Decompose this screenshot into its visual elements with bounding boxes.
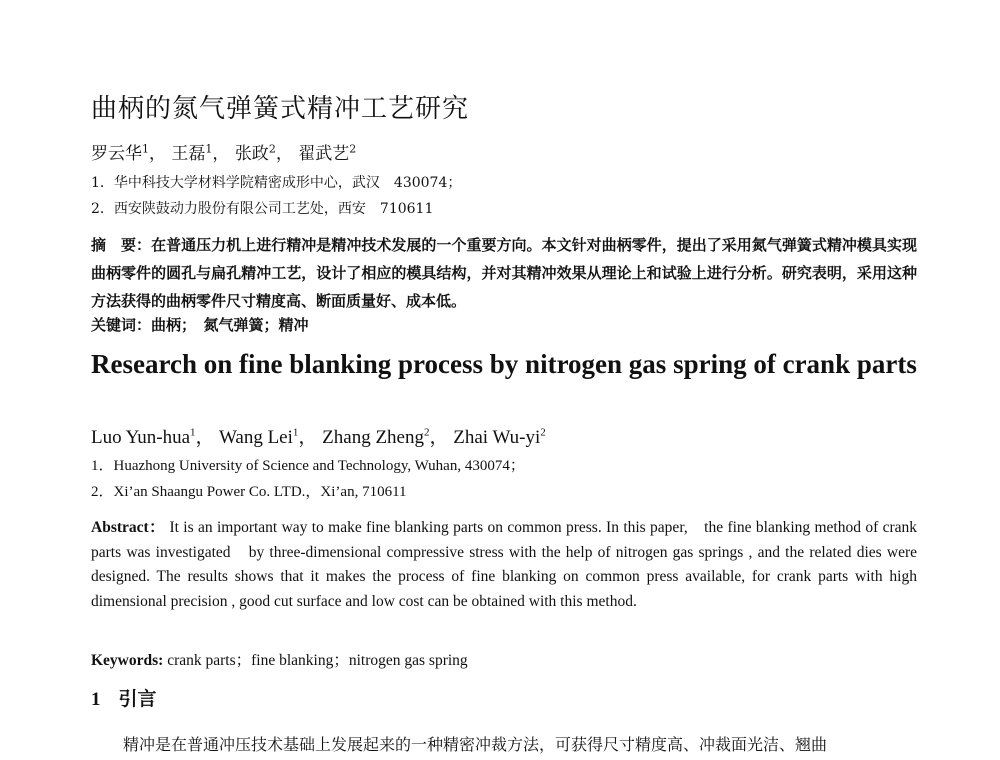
section-title: 引言 [118, 688, 157, 710]
author-affil-mark: 2 [349, 142, 357, 156]
chinese-authors [91, 139, 356, 164]
english-abstract-label: Abstract： [91, 519, 166, 536]
author-separator: ， [149, 144, 166, 164]
english-affiliation-1: 1．Huazhong University of Science and Technology, Wuhan, 430074； [91, 458, 525, 474]
author-separator: ， [195, 427, 215, 448]
author-name: Luo Yun-hua [91, 427, 191, 448]
english-authors [91, 422, 546, 449]
chinese-abstract-text: 在普通压力机上进行精冲是精冲技术发展的一个重要方向。本文针对曲柄零件，提出了采用氮气弹簧式精冲模具实现曲柄零件的圆孔与扁孔精冲工艺，设计了相应的模具结构，并对其精冲效果从理论上和试验上进行分析。研究表明，采用这种方法获得的曲柄零件尺寸精度高、断面质量好、成本低。 [91, 236, 917, 310]
author-affil-mark: 1 [205, 142, 213, 156]
author-affil-mark: 2 [540, 426, 546, 439]
author-name: Zhang Zheng [322, 427, 424, 448]
section-heading [91, 684, 157, 711]
chinese-abstract-label: 摘 要： [91, 236, 152, 254]
english-keywords-text: crank parts；fine blanking；nitrogen gas spring [167, 652, 468, 669]
author-affil-mark: 1 [292, 426, 299, 439]
english-abstract [91, 516, 917, 614]
author-name: 张政 [234, 144, 269, 164]
author-name: Wang Lei [218, 427, 293, 448]
chinese-abstract [91, 231, 917, 315]
author-separator: ， [212, 144, 230, 164]
author-name: 罗云华 [91, 144, 142, 164]
chinese-affiliation-2: 2．西安陕鼓动力股份有限公司工艺处，西安 710611 [91, 201, 434, 217]
author-separator: ， [275, 144, 293, 164]
english-keywords [91, 648, 468, 670]
english-abstract-text: It is an important way to make fine blanking parts on common press. In this paper, the fine blanking method of crank parts was investigated by three-dimensional compressive stress with the help of nitrogen gas springs , and the related dies were designed. The results shows that it makes the process of fine blanking on common press available, for crank parts with high dimensional precision , good cut surface and low cost can be obtained with this method. [91, 519, 917, 610]
chinese-title: 曲柄的氮气弹簧式精冲工艺研究 [91, 94, 470, 124]
english-affiliation-2: 2．Xi’an Shaangu Power Co. LTD.，Xi’an, 710611 [91, 484, 407, 500]
author-affil-mark: 1 [190, 426, 196, 439]
chinese-keywords-label: 关键词： [91, 316, 152, 334]
author-name: 王磊 [171, 144, 206, 164]
body-paragraph: 精冲是在普通冲压技术基础上发展起来的一种精密冲裁方法，可获得尺寸精度高、冲裁面光洁、翘曲 [123, 735, 828, 754]
english-keywords-label: Keywords: [91, 652, 164, 669]
section-number: 1 [91, 689, 101, 710]
author-name: 翟武艺 [298, 144, 350, 164]
author-name: Zhai Wu-yi [453, 427, 541, 448]
english-title: Research on fine blanking process by nitrogen gas spring of crank parts [91, 349, 917, 379]
author-affil-mark: 2 [423, 426, 430, 439]
author-separator: ， [429, 427, 449, 448]
chinese-keywords [91, 314, 309, 335]
chinese-keywords-text: 曲柄； 氮气弹簧；精冲 [151, 316, 309, 334]
author-affil-mark: 2 [268, 142, 276, 156]
author-affil-mark: 1 [142, 142, 149, 156]
author-separator: ， [298, 427, 318, 448]
chinese-affiliation-1: 1．华中科技大学材料学院精密成形中心，武汉 430074； [91, 175, 462, 191]
